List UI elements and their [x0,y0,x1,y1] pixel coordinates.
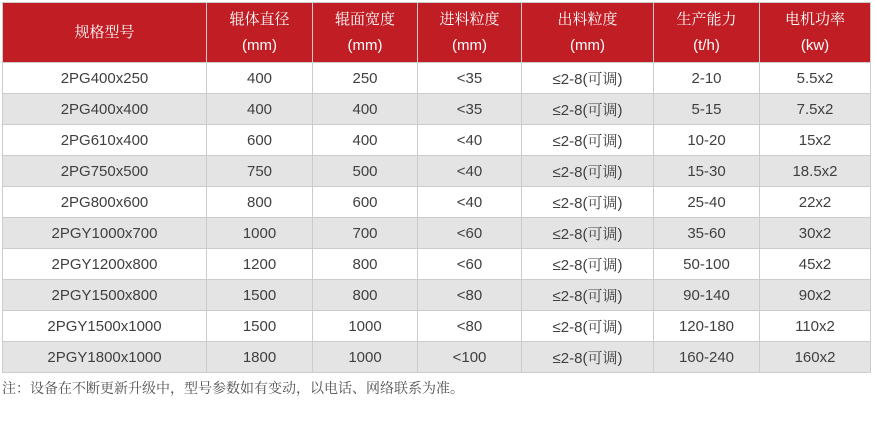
cell-model: 2PG400x400 [3,94,207,125]
cell-motor-power: 30x2 [760,218,871,249]
header-unit: (t/h) [693,36,720,54]
cell-roller-diameter: 1800 [207,342,313,373]
cell-feed-size: <35 [418,63,522,94]
cell-feed-size: <40 [418,125,522,156]
table-row [3,311,871,342]
cell-roller-width: 800 [313,249,418,280]
cell-feed-size: <100 [418,342,522,373]
cell-feed-size: <80 [418,280,522,311]
cell-discharge-size: ≤2-8(可调) [522,125,654,156]
cell-motor-power: 5.5x2 [760,63,871,94]
cell-motor-power: 110x2 [760,311,871,342]
header-cell-discharge-size [522,3,654,63]
cell-model: 2PGY1800x1000 [3,342,207,373]
cell-roller-diameter: 400 [207,63,313,94]
cell-roller-width: 250 [313,63,418,94]
cell-motor-power: 90x2 [760,280,871,311]
table-row [3,187,871,218]
header-unit: (mm) [570,36,605,54]
cell-feed-size: <35 [418,94,522,125]
cell-roller-width: 500 [313,156,418,187]
cell-model: 2PG400x250 [3,63,207,94]
cell-feed-size: <40 [418,156,522,187]
cell-model: 2PGY1200x800 [3,249,207,280]
header-unit: (mm) [242,36,277,54]
cell-roller-width: 700 [313,218,418,249]
cell-discharge-size: ≤2-8(可调) [522,63,654,94]
cell-model: 2PG610x400 [3,125,207,156]
header-unit: (mm) [452,36,487,54]
header-label: 辊面宽度 [334,11,395,28]
cell-feed-size: <60 [418,218,522,249]
cell-capacity: 50-100 [654,249,760,280]
cell-motor-power: 45x2 [760,249,871,280]
cell-capacity: 35-60 [654,218,760,249]
header-row [3,3,871,63]
cell-roller-width: 400 [313,94,418,125]
cell-capacity: 120-180 [654,311,760,342]
header-label: 辊体直径 [229,11,290,28]
cell-discharge-size: ≤2-8(可调) [522,156,654,187]
cell-roller-width: 600 [313,187,418,218]
table-row [3,249,871,280]
table-row [3,156,871,187]
cell-model: 2PG750x500 [3,156,207,187]
table-body [3,63,871,373]
cell-roller-width: 400 [313,125,418,156]
cell-discharge-size: ≤2-8(可调) [522,249,654,280]
cell-roller-diameter: 400 [207,94,313,125]
cell-motor-power: 22x2 [760,187,871,218]
table-row [3,63,871,94]
cell-feed-size: <60 [418,249,522,280]
cell-roller-width: 800 [313,280,418,311]
table-row [3,125,871,156]
cell-motor-power: 18.5x2 [760,156,871,187]
table-header [3,3,871,63]
cell-roller-diameter: 750 [207,156,313,187]
header-cell-model [3,3,207,63]
product-spec-table [2,2,871,373]
cell-model: 2PGY1500x800 [3,280,207,311]
cell-roller-diameter: 1500 [207,280,313,311]
table-row [3,280,871,311]
cell-model: 2PG800x600 [3,187,207,218]
header-cell-capacity [654,3,760,63]
header-label: 规格型号 [74,23,135,41]
header-label: 生产能力 [676,11,737,28]
footnote: 注：设备在不断更新升级中，型号参数如有变动，以电话、网络联系为准。 [2,380,464,396]
header-cell-motor-power [760,3,871,63]
cell-motor-power: 160x2 [760,342,871,373]
cell-roller-diameter: 800 [207,187,313,218]
header-cell-roller-diameter [207,3,313,63]
cell-motor-power: 7.5x2 [760,94,871,125]
table-row [3,342,871,373]
header-cell-feed-size [418,3,522,63]
cell-capacity: 2-10 [654,63,760,94]
cell-discharge-size: ≤2-8(可调) [522,342,654,373]
cell-roller-width: 1000 [313,311,418,342]
header-cell-roller-width [313,3,418,63]
cell-discharge-size: ≤2-8(可调) [522,280,654,311]
cell-capacity: 25-40 [654,187,760,218]
cell-discharge-size: ≤2-8(可调) [522,218,654,249]
cell-roller-diameter: 1000 [207,218,313,249]
cell-capacity: 90-140 [654,280,760,311]
cell-capacity: 5-15 [654,94,760,125]
table-row [3,94,871,125]
header-label: 出料粒度 [557,11,618,28]
cell-roller-width: 1000 [313,342,418,373]
header-unit: (kw) [800,36,830,54]
cell-model: 2PGY1500x1000 [3,311,207,342]
cell-roller-diameter: 1500 [207,311,313,342]
cell-discharge-size: ≤2-8(可调) [522,94,654,125]
cell-feed-size: <80 [418,311,522,342]
cell-feed-size: <40 [418,187,522,218]
table-row [3,218,871,249]
cell-capacity: 15-30 [654,156,760,187]
cell-discharge-size: ≤2-8(可调) [522,311,654,342]
cell-roller-diameter: 1200 [207,249,313,280]
cell-roller-diameter: 600 [207,125,313,156]
header-label: 进料粒度 [439,11,500,28]
cell-capacity: 160-240 [654,342,760,373]
cell-model: 2PGY1000x700 [3,218,207,249]
cell-capacity: 10-20 [654,125,760,156]
header-unit: (mm) [347,36,383,54]
cell-discharge-size: ≤2-8(可调) [522,187,654,218]
cell-motor-power: 15x2 [760,125,871,156]
header-label: 电机功率 [784,11,845,28]
